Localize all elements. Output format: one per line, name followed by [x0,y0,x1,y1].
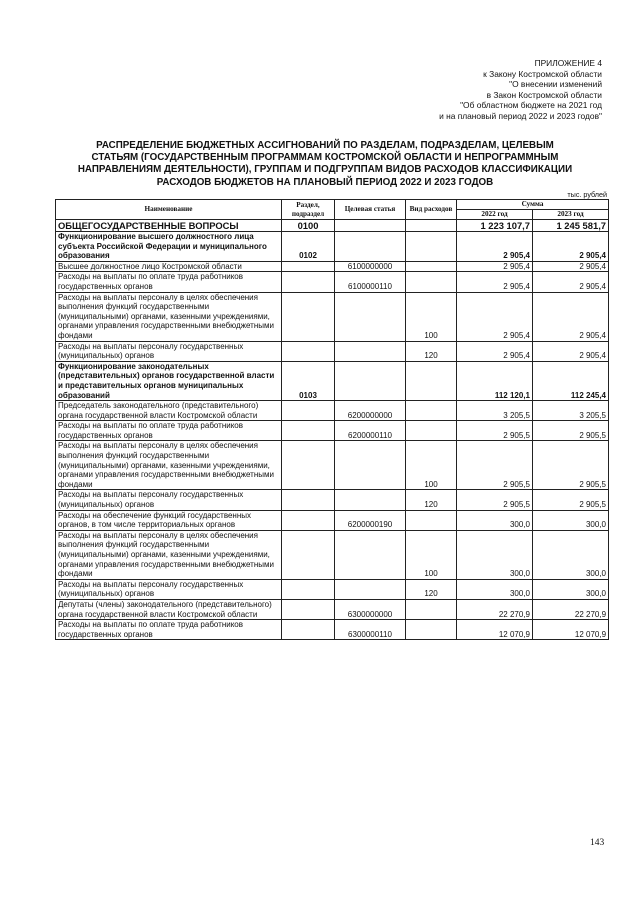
table-row [56,361,609,400]
cell-sum-2022: 2 905,5 [457,490,533,510]
cell-sum-2023: 300,0 [533,530,609,579]
cell-sum-2023: 300,0 [533,579,609,599]
header-expense-type: Вид расходов [406,200,457,220]
cell-sum-2022: 2 905,4 [457,261,533,272]
appendix-line: "О внесении изменений [509,79,602,90]
cell-sum-2022: 12 070,9 [457,620,533,640]
cell-target: 6200000190 [335,510,406,530]
cell-expense-type [406,232,457,262]
table-row [56,421,609,441]
cell-sum-2023: 2 905,4 [533,292,609,341]
cell-target [335,292,406,341]
units-label: тыс. рублей [567,190,607,199]
cell-section: 0102 [282,232,335,262]
appendix-line: ПРИЛОЖЕНИЕ 4 [534,58,602,68]
cell-sum-2022: 22 270,9 [457,599,533,619]
header-name: Наименование [56,200,282,220]
table-row [56,220,609,232]
cell-sum-2023: 2 905,5 [533,490,609,510]
header-year-2023: 2023 год [533,210,609,220]
cell-section [282,272,335,292]
cell-sum-2022: 300,0 [457,530,533,579]
cell-target: 6300000000 [335,599,406,619]
cell-target: 6200000110 [335,421,406,441]
cell-name: Высшее должностное лицо Костромской области [56,261,282,272]
table-row [56,579,609,599]
cell-name: Расходы на выплаты по оплате труда работников государственных органов [56,421,282,441]
cell-expense-type: 120 [406,341,457,361]
cell-section [282,620,335,640]
header-year-2022: 2022 год [457,210,533,220]
cell-sum-2023: 22 270,9 [533,599,609,619]
appendix-line: "Об областном бюджете на 2021 год [460,100,602,111]
table-row [56,232,609,262]
cell-section [282,510,335,530]
cell-sum-2022: 1 223 107,7 [457,220,533,232]
document-title [50,140,600,189]
cell-sum-2023: 2 905,4 [533,272,609,292]
cell-target: 6300000110 [335,620,406,640]
cell-expense-type [406,599,457,619]
cell-expense-type [406,361,457,400]
title-line: НАПРАВЛЕНИЯМ ДЕЯТЕЛЬНОСТИ), ГРУППАМ И ПОДГРУППАМ ВИДОВ РАСХОДОВ КЛАССИФИКАЦИИ [77,164,573,176]
cell-section [282,421,335,441]
cell-sum-2022: 2 905,4 [457,272,533,292]
title-line: РАСПРЕДЕЛЕНИЕ БЮДЖЕТНЫХ АССИГНОВАНИЙ ПО РАЗДЕЛАМ, ПОДРАЗДЕЛАМ, ЦЕЛЕВЫМ [96,140,554,151]
cell-target [335,232,406,262]
cell-sum-2023: 112 245,4 [533,361,609,400]
budget-table [55,199,609,640]
cell-name: Расходы на обеспечение функций государственных органов, в том числе территориальных органов [56,510,282,530]
cell-sum-2023: 2 905,5 [533,421,609,441]
cell-sum-2023: 2 905,4 [533,341,609,361]
cell-target [335,341,406,361]
cell-sum-2023: 2 905,4 [533,232,609,262]
cell-sum-2022: 3 205,5 [457,401,533,421]
header-section: Раздел, подраздел [282,200,335,220]
header-sum: Сумма [457,200,609,210]
cell-target [335,220,406,232]
cell-sum-2022: 300,0 [457,510,533,530]
cell-sum-2022: 2 905,5 [457,421,533,441]
cell-target [335,441,406,490]
appendix-line: в Закон Костромской области [486,89,602,100]
cell-name: Депутаты (члены) законодательного (представительного) органа государственной власти Костромской области [56,599,282,619]
table-body [56,220,609,640]
cell-name: Функционирование законодательных (представительных) органов государственной власти и представительных органов муниципальных образований [56,361,282,400]
cell-name: Функционирование высшего должностного лица субъекта Российской Федерации и муниципального образования [56,232,282,262]
cell-section [282,441,335,490]
cell-target [335,530,406,579]
cell-sum-2022: 2 905,4 [457,341,533,361]
header-target: Целевая статья [335,200,406,220]
table-row [56,272,609,292]
cell-name: Расходы на выплаты персоналу в целях обеспечения выполнения функций государственными (муниципальными) органами, казенными учреждениями, органами управления государственными внебюджетными фондами [56,292,282,341]
table-row [56,620,609,640]
table-row [56,401,609,421]
table-row [56,510,609,530]
appendix-line: и на плановый период 2022 и 2023 годов" [439,110,602,121]
cell-target [335,490,406,510]
cell-name: ОБЩЕГОСУДАРСТВЕННЫЕ ВОПРОСЫ [56,220,282,232]
cell-expense-type [406,620,457,640]
cell-sum-2023: 2 905,4 [533,261,609,272]
cell-sum-2022: 300,0 [457,579,533,599]
table-row [56,530,609,579]
cell-section [282,292,335,341]
table-row [56,261,609,272]
cell-sum-2023: 12 070,9 [533,620,609,640]
cell-section [282,490,335,510]
cell-expense-type [406,272,457,292]
table-row [56,490,609,510]
cell-expense-type [406,510,457,530]
cell-section: 0100 [282,220,335,232]
title-line: СТАТЬЯМ (ГОСУДАРСТВЕННЫМ ПРОГРАММАМ КОСТРОМСКОЙ ОБЛАСТИ И НЕПРОГРАММНЫМ [91,152,559,164]
cell-expense-type [406,261,457,272]
cell-name: Председатель законодательного (представительного) органа государственной власти Костромской области [56,401,282,421]
cell-name: Расходы на выплаты персоналу государственных (муниципальных) органов [56,490,282,510]
cell-sum-2023: 2 905,5 [533,441,609,490]
cell-section: 0103 [282,361,335,400]
cell-target: 6100000000 [335,261,406,272]
cell-target [335,361,406,400]
cell-expense-type: 120 [406,490,457,510]
cell-name: Расходы на выплаты персоналу в целях обеспечения выполнения функций государственными (муниципальными) органами, казенными учреждениями, органами управления государственными внебюджетными фондами [56,530,282,579]
table-row [56,292,609,341]
cell-name: Расходы на выплаты персоналу в целях обеспечения выполнения функций государственными (муниципальными) органами, казенными учреждениями, органами управления государственными внебюджетными фондами [56,441,282,490]
cell-section [282,401,335,421]
table-row [56,441,609,490]
table-row [56,341,609,361]
cell-sum-2022: 2 905,5 [457,441,533,490]
cell-sum-2023: 1 245 581,7 [533,220,609,232]
cell-target: 6100000110 [335,272,406,292]
cell-expense-type [406,401,457,421]
table-row [56,599,609,619]
cell-sum-2022: 2 905,4 [457,232,533,262]
cell-expense-type: 100 [406,530,457,579]
cell-expense-type [406,220,457,232]
cell-expense-type: 100 [406,441,457,490]
cell-sum-2023: 300,0 [533,510,609,530]
cell-name: Расходы на выплаты по оплате труда работников государственных органов [56,620,282,640]
cell-section [282,341,335,361]
cell-expense-type: 120 [406,579,457,599]
cell-name: Расходы на выплаты по оплате труда работников государственных органов [56,272,282,292]
cell-section [282,579,335,599]
cell-expense-type: 100 [406,292,457,341]
appendix-line: к Закону Костромской области [483,68,602,79]
cell-expense-type [406,421,457,441]
cell-target [335,579,406,599]
cell-section [282,530,335,579]
cell-name: Расходы на выплаты персоналу государственных (муниципальных) органов [56,579,282,599]
cell-section [282,599,335,619]
cell-sum-2023: 3 205,5 [533,401,609,421]
cell-name: Расходы на выплаты персоналу государственных (муниципальных) органов [56,341,282,361]
cell-target: 6200000000 [335,401,406,421]
page-number: 143 [590,838,605,848]
title-line: РАСХОДОВ БЮДЖЕТОВ НА ПЛАНОВЫЙ ПЕРИОД 2022 И 2023 ГОДОВ [156,176,494,188]
cell-sum-2022: 2 905,4 [457,292,533,341]
cell-section [282,261,335,272]
appendix-header [439,58,602,122]
cell-sum-2022: 112 120,1 [457,361,533,400]
